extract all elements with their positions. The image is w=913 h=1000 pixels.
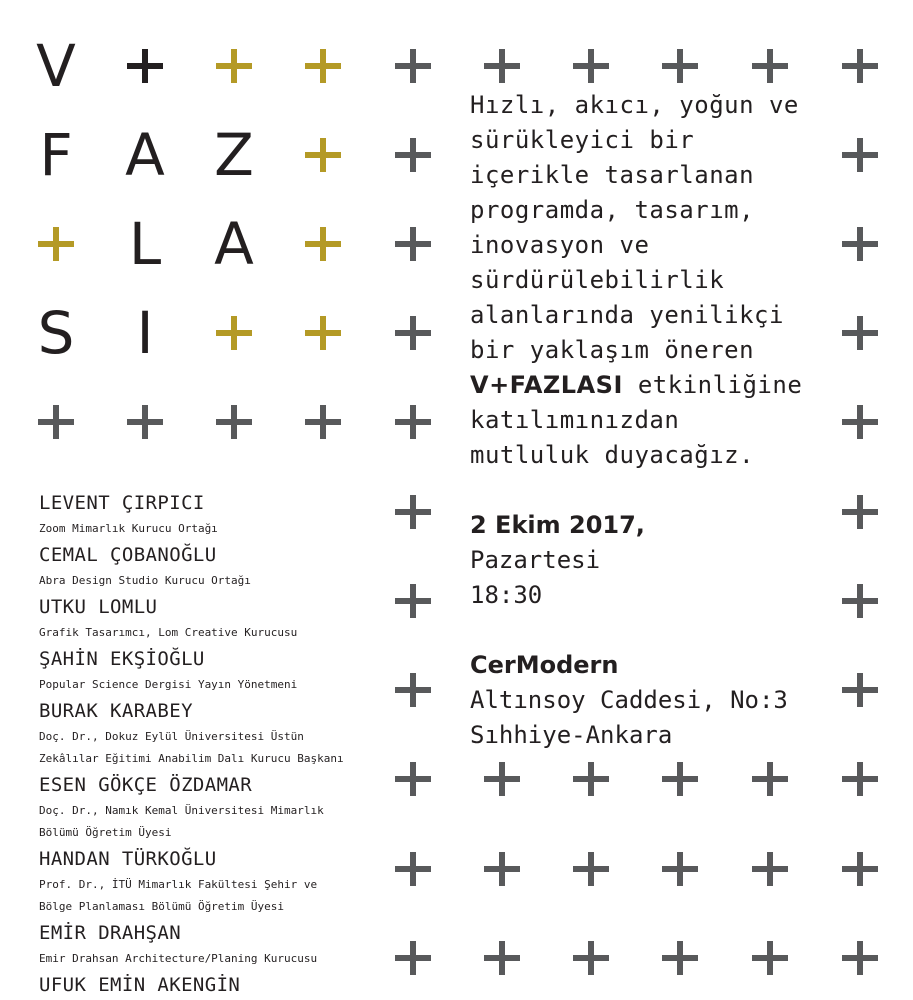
- plus-icon: [842, 584, 878, 618]
- speaker-name: HANDAN TÜRKOĞLU: [39, 848, 217, 870]
- event-info: [470, 508, 645, 613]
- speaker-item: [39, 918, 384, 969]
- intro-paragraph: [470, 88, 890, 473]
- plus-icon: [127, 405, 163, 439]
- speaker-name: EMİR DRAHŞAN: [39, 922, 182, 944]
- venue-info: [470, 648, 788, 753]
- venue-address: Altınsoy Caddesi, No:3: [470, 686, 788, 714]
- plus-icon: [842, 495, 878, 529]
- plus-icon: [573, 762, 609, 796]
- title-letter: V: [36, 32, 76, 100]
- speaker-item: [39, 592, 384, 643]
- intro-line: sürdürülebilirlik: [470, 266, 725, 294]
- intro-line-rest: etkinliğine: [622, 371, 803, 399]
- plus-icon: [395, 405, 431, 439]
- plus-icon: [395, 316, 431, 350]
- plus-icon: [216, 405, 252, 439]
- plus-icon: [484, 49, 520, 83]
- speaker-item: [39, 696, 384, 769]
- plus-icon: [395, 762, 431, 796]
- plus-icon: [842, 941, 878, 975]
- speaker-name: LEVENT ÇIRPICI: [39, 492, 205, 514]
- plus-icon: [38, 405, 74, 439]
- speaker-role: Grafik Tasarımcı, Lom Creative Kurucusu: [39, 626, 298, 639]
- venue-district: Sıhhiye-Ankara: [470, 721, 673, 749]
- intro-line: inovasyon ve: [470, 231, 650, 259]
- plus-icon: [573, 941, 609, 975]
- title-letter: L: [128, 210, 162, 278]
- plus-icon: [127, 49, 163, 83]
- intro-line: sürükleyici bir: [470, 126, 695, 154]
- speaker-name: UFUK EMİN AKENGİN: [39, 974, 241, 996]
- speaker-role: Doç. Dr., Dokuz Eylül Üniversitesi Üstün: [39, 730, 304, 743]
- plus-icon: [662, 941, 698, 975]
- speaker-role: Abra Design Studio Kurucu Ortağı: [39, 574, 251, 587]
- plus-icon: [395, 227, 431, 261]
- plus-icon: [484, 852, 520, 886]
- plus-icon: [484, 762, 520, 796]
- event-date: 2 Ekim 2017,: [470, 511, 645, 539]
- plus-icon: [395, 852, 431, 886]
- plus-icon: [395, 673, 431, 707]
- speaker-item: [39, 540, 384, 591]
- speaker-item: [39, 644, 384, 695]
- plus-icon: [395, 49, 431, 83]
- plus-icon: [305, 138, 341, 172]
- intro-line: katılımınızdan: [470, 406, 680, 434]
- speaker-role: Bölge Planlaması Bölümü Öğretim Üyesi: [39, 900, 285, 913]
- plus-icon: [662, 762, 698, 796]
- plus-icon: [752, 852, 788, 886]
- speaker-name: UTKU LOMLU: [39, 596, 158, 618]
- plus-icon: [662, 852, 698, 886]
- speaker-role: Prof. Dr., İTÜ Mimarlık Fakültesi Şehir ve: [39, 878, 318, 891]
- title-letter: A: [214, 210, 254, 278]
- speaker-item: [39, 488, 384, 539]
- plus-icon: [395, 495, 431, 529]
- brand-name: V+FAZLASI: [470, 371, 623, 399]
- plus-icon: [842, 852, 878, 886]
- plus-icon: [305, 49, 341, 83]
- speaker-item: [39, 770, 384, 843]
- plus-icon: [573, 49, 609, 83]
- intro-line: mutluluk duyacağız.: [470, 441, 755, 469]
- plus-icon: [305, 405, 341, 439]
- title-letter: Z: [214, 121, 254, 189]
- event-time: 18:30: [470, 581, 543, 609]
- plus-icon: [305, 227, 341, 261]
- plus-icon: [662, 49, 698, 83]
- intro-line: [470, 368, 890, 403]
- plus-icon: [752, 941, 788, 975]
- intro-line: alanlarında yenilikçi: [470, 301, 784, 329]
- speaker-item: [39, 970, 384, 1000]
- intro-line: içerikle tasarlanan: [470, 161, 755, 189]
- speaker-role: Popular Science Dergisi Yayın Yönetmeni: [39, 678, 298, 691]
- title-letter: F: [39, 121, 73, 189]
- plus-icon: [216, 49, 252, 83]
- plus-icon: [573, 852, 609, 886]
- plus-icon: [842, 49, 878, 83]
- plus-icon: [216, 316, 252, 350]
- intro-line: programda, tasarım,: [470, 196, 755, 224]
- plus-icon: [752, 762, 788, 796]
- plus-icon: [395, 941, 431, 975]
- intro-line: bir yaklaşım öneren: [470, 336, 755, 364]
- speaker-role: Emir Drahsan Architecture/Planing Kurucusu: [39, 952, 318, 965]
- speaker-name: ESEN GÖKÇE ÖZDAMAR: [39, 774, 253, 796]
- speaker-role: Bölümü Öğretim Üyesi: [39, 826, 172, 839]
- speaker-item: [39, 844, 384, 917]
- plus-icon: [842, 673, 878, 707]
- speaker-name: BURAK KARABEY: [39, 700, 193, 722]
- speaker-role: Zoom Mimarlık Kurucu Ortağı: [39, 522, 218, 535]
- intro-line: Hızlı, akıcı, yoğun ve: [470, 91, 799, 119]
- plus-icon: [395, 138, 431, 172]
- plus-icon: [842, 762, 878, 796]
- speaker-name: ŞAHİN EKŞİOĞLU: [39, 648, 205, 670]
- plus-icon: [38, 227, 74, 261]
- speaker-role: Zekâlılar Eğitimi Anabilim Dalı Kurucu Başkanı: [39, 752, 344, 765]
- plus-icon: [305, 316, 341, 350]
- title-letter: S: [37, 299, 75, 367]
- plus-icon: [395, 584, 431, 618]
- speaker-name: CEMAL ÇOBANOĞLU: [39, 544, 217, 566]
- title-letter: I: [136, 299, 154, 367]
- speaker-list: [39, 488, 384, 1000]
- title-letter: A: [125, 121, 165, 189]
- speaker-role: Doç. Dr., Namık Kemal Üniversitesi Mimarlık: [39, 804, 324, 817]
- venue-name: CerModern: [470, 651, 619, 679]
- plus-icon: [752, 49, 788, 83]
- event-day: Pazartesi: [470, 546, 601, 574]
- plus-icon: [484, 941, 520, 975]
